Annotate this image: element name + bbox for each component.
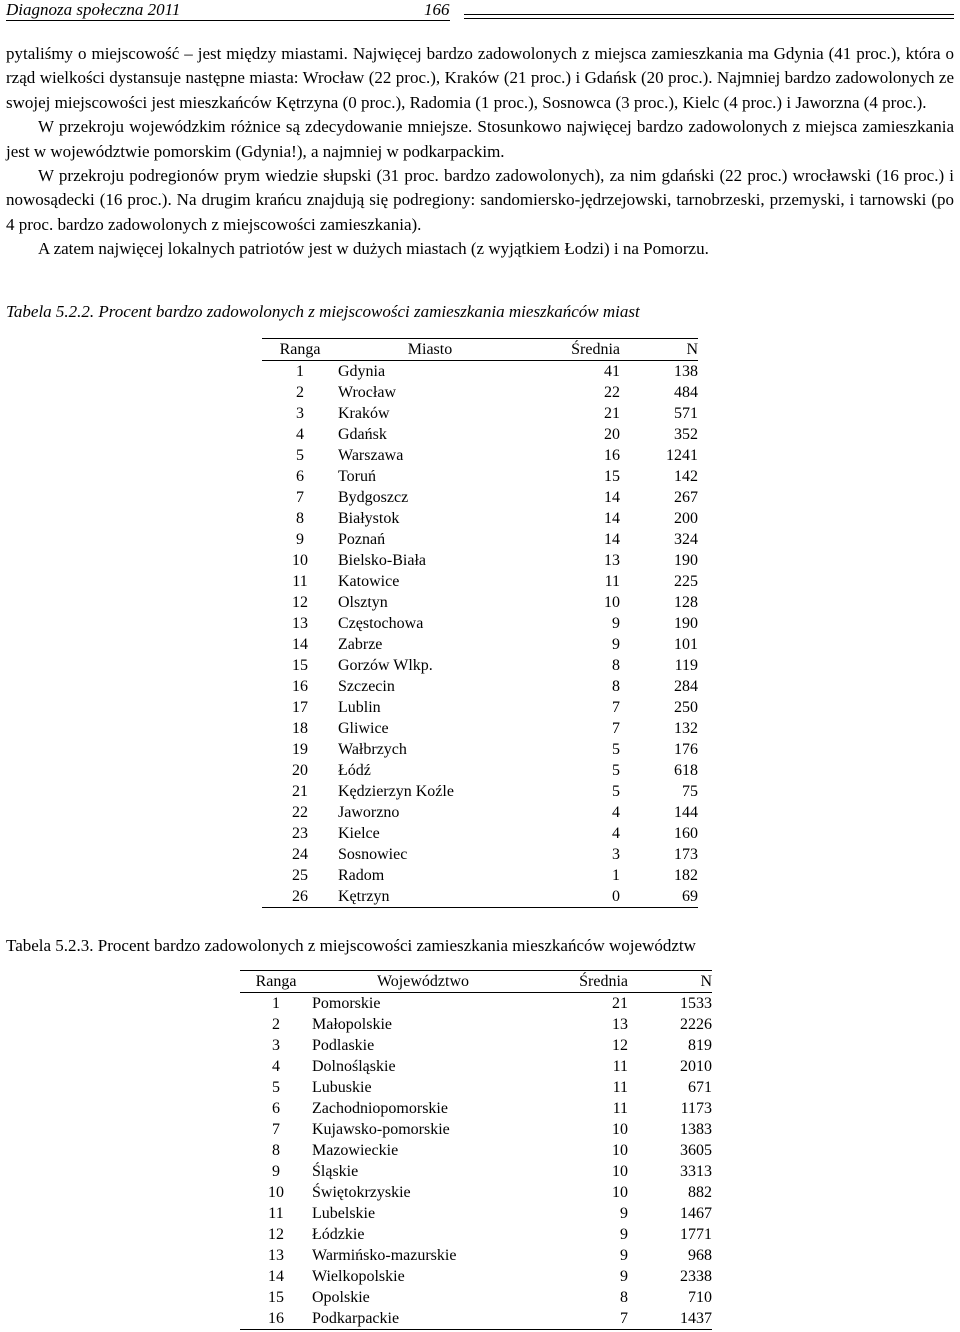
cell-n: 1437: [628, 1308, 712, 1330]
cell-srednia: 8: [612, 678, 620, 695]
cell-ranga: 8: [272, 1142, 280, 1159]
cell-n: 618: [674, 762, 698, 779]
table-row: [262, 760, 698, 781]
cell-n: 968: [688, 1247, 712, 1264]
cell-ranga: 15: [292, 657, 308, 674]
cell-name: Toruń: [338, 468, 376, 485]
cell-name: Bydgoszcz: [338, 489, 409, 506]
cell-n: 142: [674, 468, 698, 485]
cell-ranga: 5: [272, 1079, 280, 1096]
cell-n: 176: [674, 741, 698, 758]
cell-name: Warszawa: [338, 447, 404, 464]
cell-ranga: 26: [262, 886, 338, 908]
cities-table: [262, 338, 698, 908]
table-row: [240, 1140, 712, 1161]
cell-n: 2010: [680, 1058, 712, 1075]
table-row: [262, 445, 698, 466]
header-miasto: Miasto: [338, 339, 522, 361]
cell-ranga: 14: [292, 636, 308, 653]
cell-srednia: 10: [604, 594, 620, 611]
table-row: [262, 361, 698, 383]
cell-ranga: 13: [268, 1247, 284, 1264]
cell-n: 2338: [680, 1268, 712, 1285]
header-wojewodztwo: Województwo: [312, 971, 534, 993]
table-row: [262, 739, 698, 760]
table-row: [240, 1077, 712, 1098]
cell-ranga: 16: [240, 1308, 312, 1330]
cell-name: Gdynia: [338, 363, 386, 380]
cell-n: 101: [674, 636, 698, 653]
cell-name: Lubelskie: [312, 1205, 376, 1222]
cell-srednia: 14: [604, 531, 620, 548]
cell-ranga: 7: [272, 1121, 280, 1138]
page-number: 166: [424, 0, 450, 19]
cell-ranga: 20: [292, 762, 308, 779]
cell-n: 119: [674, 657, 698, 674]
cell-srednia: 13: [612, 1016, 628, 1033]
cell-name: Szczecin: [338, 678, 395, 695]
cell-ranga: 3: [296, 405, 304, 422]
cell-srednia: 1: [612, 867, 620, 884]
header-ranga: Ranga: [262, 339, 338, 361]
cell-srednia: 41: [604, 363, 620, 380]
cell-n: 200: [674, 510, 698, 527]
cell-name: Podlaskie: [312, 1037, 375, 1054]
cell-n: 128: [674, 594, 698, 611]
cell-name: Śląskie: [312, 1163, 359, 1180]
cell-ranga: 2: [272, 1016, 280, 1033]
cell-ranga: 15: [268, 1289, 284, 1306]
cell-name: Poznań: [338, 531, 386, 548]
cell-name: Wałbrzych: [338, 741, 407, 758]
cell-srednia: 20: [604, 426, 620, 443]
cell-n: 138: [674, 363, 698, 380]
cell-ranga: 19: [292, 741, 308, 758]
table-row: [262, 697, 698, 718]
cell-n: 190: [674, 552, 698, 569]
cell-ranga: 11: [292, 573, 308, 590]
cell-name: Kędzierzyn Koźle: [338, 783, 454, 800]
header-ranga: Ranga: [240, 971, 312, 993]
cell-n: 352: [674, 426, 698, 443]
cell-name: Świętokrzyskie: [312, 1184, 411, 1201]
table1-caption: [6, 302, 640, 322]
cell-srednia: 4: [612, 825, 620, 842]
cell-n: 2226: [680, 1016, 712, 1033]
header-rule-right-top: [464, 14, 954, 15]
header-rule-right-bottom: [464, 18, 954, 19]
table-row: [240, 1056, 712, 1077]
table-row: [240, 1119, 712, 1140]
table1-caption-text: Tabela 5.2.2. Procent bardzo zadowolonych z miejscowości zamieszkania mieszkańców miast: [6, 302, 640, 321]
paragraph-2: W przekroju wojewódzkim różnice są zdecydowanie mniejsze. Stosunkowo najwięcej bardzo zadowolonych z miejsca zamieszkania jest w województwie pomorskim (Gdynia!), a najmniej w podkarpackim.: [6, 117, 954, 161]
cell-name: Kielce: [338, 825, 380, 842]
cell-n: 75: [682, 783, 698, 800]
table-row: [240, 1014, 712, 1035]
cell-n: 190: [674, 615, 698, 632]
table-row: [262, 508, 698, 529]
cell-name: Mazowieckie: [312, 1142, 399, 1159]
cell-ranga: 22: [292, 804, 308, 821]
cell-n: 882: [688, 1184, 712, 1201]
cell-srednia: 22: [604, 384, 620, 401]
page-header: [6, 0, 956, 22]
cell-name: Częstochowa: [338, 615, 424, 632]
table-row: [262, 403, 698, 424]
cell-ranga: 6: [272, 1100, 280, 1117]
cell-srednia: 10: [612, 1142, 628, 1159]
cell-srednia: 7: [534, 1308, 628, 1330]
cell-srednia: 3: [612, 846, 620, 863]
cell-srednia: 8: [620, 1289, 628, 1306]
table-row: [240, 1245, 712, 1266]
cities-table-body: [262, 361, 698, 908]
cell-srednia: 21: [604, 405, 620, 422]
cell-name: Jaworzno: [338, 804, 400, 821]
header-rule-left: [6, 20, 450, 21]
table-row: [262, 529, 698, 550]
cell-name: Wrocław: [338, 384, 396, 401]
voivodeships-table: [240, 970, 712, 1330]
cell-srednia: 11: [604, 573, 620, 590]
cell-n: 1383: [680, 1121, 712, 1138]
header-n: N: [628, 971, 712, 993]
table2-caption: [6, 936, 696, 956]
header-n: N: [620, 339, 698, 361]
cell-srednia: 11: [612, 1100, 628, 1117]
table-row: [262, 571, 698, 592]
body-text: [6, 42, 954, 262]
cell-srednia: 16: [604, 447, 620, 464]
cell-ranga: 25: [292, 867, 308, 884]
cell-ranga: 13: [292, 615, 308, 632]
table-row: [240, 1035, 712, 1056]
table-row: [262, 550, 698, 571]
cell-n: 182: [674, 867, 698, 884]
cell-n: 1241: [666, 447, 698, 464]
cell-ranga: 9: [272, 1163, 280, 1180]
cell-name: Białystok: [338, 510, 400, 527]
cell-name: Wielkopolskie: [312, 1268, 405, 1285]
paragraph-3: W przekroju podregionów prym wiedzie słupski (31 proc. bardzo zadowolonych), za nim gdański (22 proc.) wrocławski (16 proc.) i nowosądecki (16 proc.). Na drugim krańcu znajdują się podregiony: sandomiersko-jędrzejowski, tarnobrzeski, przemyski, i tarnowski (po 4 proc. bardzo zadowolonych z miejscowości zamieszkania).: [6, 166, 954, 234]
table-row: [240, 1098, 712, 1119]
cell-name: Małopolskie: [312, 1016, 392, 1033]
header-srednia: Średnia: [522, 339, 620, 361]
cell-name: Zachodniopomorskie: [312, 1100, 448, 1117]
cell-ranga: 14: [268, 1268, 284, 1285]
cell-name: Opolskie: [312, 1289, 370, 1306]
cell-srednia: 7: [612, 699, 620, 716]
cell-name: Lubuskie: [312, 1079, 372, 1096]
cell-srednia: 5: [612, 783, 620, 800]
table-row: [262, 718, 698, 739]
cell-srednia: 10: [612, 1163, 628, 1180]
table-row: [262, 865, 698, 886]
cell-ranga: 11: [268, 1205, 284, 1222]
table-row: [262, 802, 698, 823]
cell-srednia: 5: [612, 741, 620, 758]
cell-ranga: 7: [296, 489, 304, 506]
cell-n: 1173: [680, 1100, 712, 1117]
cell-n: 3605: [680, 1142, 712, 1159]
cell-name: Kętrzyn: [338, 886, 522, 908]
cell-srednia: 13: [604, 552, 620, 569]
cell-n: 3313: [680, 1163, 712, 1180]
table-row: [262, 382, 698, 403]
cell-n: 132: [674, 720, 698, 737]
cell-n: 571: [674, 405, 698, 422]
table-row: [240, 1161, 712, 1182]
cell-srednia: 9: [612, 636, 620, 653]
table-row: [262, 613, 698, 634]
cell-name: Sosnowiec: [338, 846, 408, 863]
table-row: [262, 424, 698, 445]
cell-srednia: 10: [612, 1121, 628, 1138]
voivodeships-table-body: [240, 993, 712, 1330]
cell-name: Kujawsko-pomorskie: [312, 1121, 450, 1138]
cell-ranga: 2: [296, 384, 304, 401]
table-row: [262, 655, 698, 676]
cell-srednia: 21: [612, 995, 628, 1012]
cell-srednia: 12: [612, 1037, 628, 1054]
cell-n: 1771: [680, 1226, 712, 1243]
table-row: [262, 886, 698, 908]
cell-n: 484: [674, 384, 698, 401]
table-row: [262, 487, 698, 508]
table-row: [262, 634, 698, 655]
cell-srednia: 9: [612, 615, 620, 632]
cell-name: Olsztyn: [338, 594, 388, 611]
cell-name: Radom: [338, 867, 385, 884]
cell-ranga: 1: [272, 995, 280, 1012]
cell-n: 819: [688, 1037, 712, 1054]
cell-n: 1467: [680, 1205, 712, 1222]
table-row: [240, 1203, 712, 1224]
cell-srednia: 14: [604, 510, 620, 527]
table-row: [240, 1308, 712, 1330]
cell-n: 160: [674, 825, 698, 842]
cell-n: 671: [688, 1079, 712, 1096]
table-row: [240, 1224, 712, 1245]
cell-srednia: 9: [620, 1226, 628, 1243]
cell-name: Warmińsko-mazurskie: [312, 1247, 457, 1264]
cell-ranga: 24: [292, 846, 308, 863]
cell-srednia: 9: [620, 1247, 628, 1264]
cell-ranga: 8: [296, 510, 304, 527]
cell-ranga: 10: [292, 552, 308, 569]
cell-ranga: 23: [292, 825, 308, 842]
cell-n: 710: [688, 1289, 712, 1306]
cell-name: Podkarpackie: [312, 1308, 534, 1330]
cell-srednia: 7: [612, 720, 620, 737]
header-srednia: Średnia: [534, 971, 628, 993]
cell-n: 69: [620, 886, 698, 908]
cell-n: 250: [674, 699, 698, 716]
table-row: [240, 1266, 712, 1287]
cell-ranga: 9: [296, 531, 304, 548]
cell-srednia: 0: [522, 886, 620, 908]
cell-n: 284: [674, 678, 698, 695]
cell-n: 1533: [680, 995, 712, 1012]
cell-name: Gliwice: [338, 720, 389, 737]
cell-ranga: 12: [292, 594, 308, 611]
cell-name: Łódzkie: [312, 1226, 365, 1243]
cell-srednia: 14: [604, 489, 620, 506]
cell-ranga: 17: [292, 699, 308, 716]
cell-name: Dolnośląskie: [312, 1058, 396, 1075]
table-row: [262, 676, 698, 697]
cell-srednia: 11: [612, 1079, 628, 1096]
table-row: [262, 844, 698, 865]
cell-n: 144: [674, 804, 698, 821]
table-row: [240, 1182, 712, 1203]
paragraph-4: A zatem najwięcej lokalnych patriotów jest w dużych miastach (z wyjątkiem Łodzi) i na Pomorzu.: [38, 239, 709, 259]
cell-name: Lublin: [338, 699, 381, 716]
table-row: [262, 466, 698, 487]
table-header-row: [262, 339, 698, 361]
cell-name: Pomorskie: [312, 995, 381, 1012]
table2-caption-text: Tabela 5.2.3. Procent bardzo zadowolonych z miejscowości zamieszkania mieszkańców województw: [6, 936, 696, 955]
running-title: Diagnoza społeczna 2011: [6, 0, 181, 19]
cell-ranga: 1: [296, 363, 304, 380]
cell-srednia: 15: [604, 468, 620, 485]
cell-ranga: 4: [296, 426, 304, 443]
cell-ranga: 18: [292, 720, 308, 737]
cell-srednia: 5: [612, 762, 620, 779]
cell-n: 173: [674, 846, 698, 863]
cell-ranga: 3: [272, 1037, 280, 1054]
cell-n: 267: [674, 489, 698, 506]
cell-srednia: 8: [612, 657, 620, 674]
cell-srednia: 10: [612, 1184, 628, 1201]
cell-ranga: 4: [272, 1058, 280, 1075]
cell-name: Gorzów Wlkp.: [338, 657, 433, 674]
cell-n: 225: [674, 573, 698, 590]
cell-name: Gdańsk: [338, 426, 387, 443]
table-header-row: [240, 971, 712, 993]
cell-name: Łódź: [338, 762, 371, 779]
table-row: [262, 592, 698, 613]
cell-ranga: 10: [268, 1184, 284, 1201]
cell-n: 324: [674, 531, 698, 548]
cell-ranga: 5: [296, 447, 304, 464]
cell-ranga: 6: [296, 468, 304, 485]
cell-name: Bielsko-Biała: [338, 552, 426, 569]
cell-name: Kraków: [338, 405, 390, 422]
cell-srednia: 9: [620, 1268, 628, 1285]
cell-ranga: 16: [292, 678, 308, 695]
paragraph-1: pytaliśmy o miejscowość – jest między miastami. Najwięcej bardzo zadowolonych z miejsca zamieszkania ma Gdynia (41 proc.), która o rząd wielkości dystansuje następne miasta: Wrocław (22 proc.), Kraków (21 proc.) i Gdańsk (20 proc.). Najmniej bardzo zadowolonych ze swojej miejscowości jest mieszkańców Kętrzyna (0 proc.), Radomia (1 proc.), Sosnowca (3 proc.), Kielc (4 proc.) i Jaworzna (4 proc.).: [6, 44, 954, 112]
table-row: [240, 1287, 712, 1308]
table-row: [240, 993, 712, 1015]
table-row: [262, 781, 698, 802]
cell-srednia: 11: [612, 1058, 628, 1075]
cell-name: Zabrze: [338, 636, 383, 653]
cell-srednia: 4: [612, 804, 620, 821]
cell-ranga: 12: [268, 1226, 284, 1243]
cell-srednia: 9: [620, 1205, 628, 1222]
cell-ranga: 21: [292, 783, 308, 800]
table-row: [262, 823, 698, 844]
cell-name: Katowice: [338, 573, 400, 590]
